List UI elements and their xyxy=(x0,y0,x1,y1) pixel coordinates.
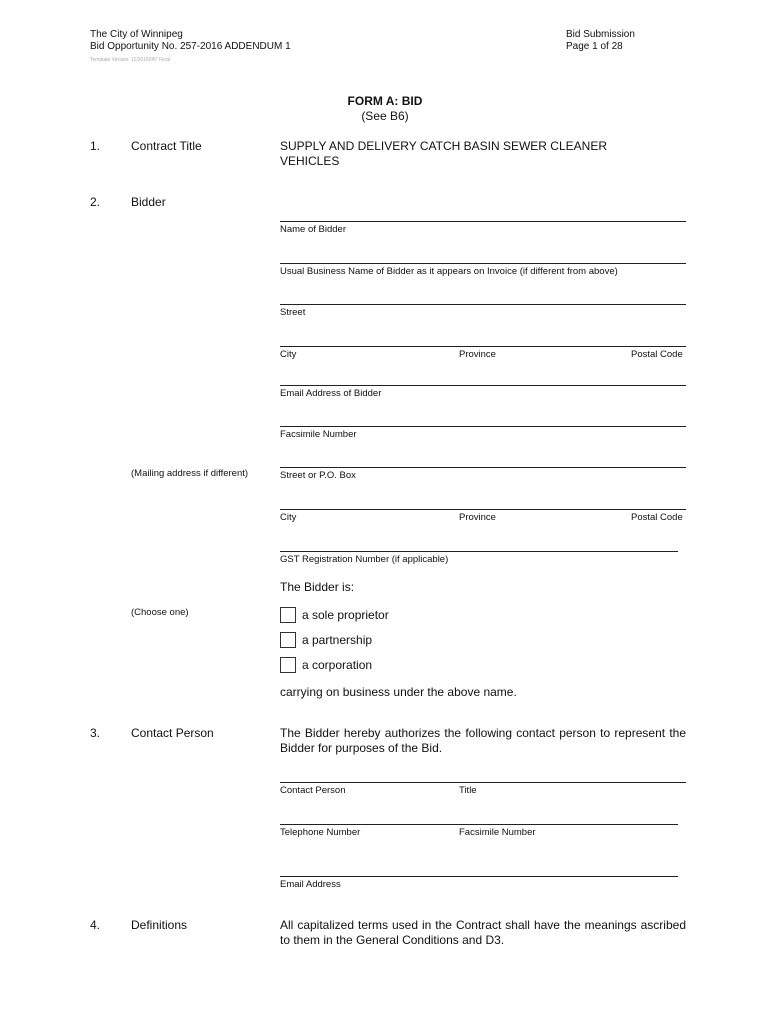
street-po-line[interactable] xyxy=(280,467,686,468)
contact-person-authorization-text: The Bidder hereby authorizes the following contact person to represent the Bidder for purposes of the Bid. xyxy=(280,726,686,755)
gst-caption: GST Registration Number (if applicable) xyxy=(280,554,449,565)
form-subtitle: (See B6) xyxy=(361,109,409,123)
section-2-label: Bidder xyxy=(131,195,166,209)
header-bid-submission: Bid Submission xyxy=(566,29,635,40)
title-caption: Title xyxy=(459,785,477,796)
partnership-label: a partnership xyxy=(302,633,373,647)
street-po-caption: Street or P.O. Box xyxy=(280,470,356,481)
postal-code2-caption: Postal Code xyxy=(631,512,683,523)
postal-code-caption: Postal Code xyxy=(631,349,683,360)
section-3-label: Contact Person xyxy=(131,726,214,740)
section-3-number: 3. xyxy=(90,726,101,740)
facsimile-line[interactable] xyxy=(280,426,686,427)
province-caption: Province xyxy=(459,349,496,360)
telephone-caption: Telephone Number xyxy=(280,827,361,838)
sole-proprietor-checkbox[interactable] xyxy=(280,607,296,623)
contact-email-caption: Email Address xyxy=(280,879,341,890)
header-bid-opportunity: Bid Opportunity No. 257-2016 ADDENDUM 1 xyxy=(90,41,291,52)
usual-business-name-caption: Usual Business Name of Bidder as it appears on Invoice (if different from above) xyxy=(280,266,618,277)
choose-one-note: (Choose one) xyxy=(131,607,189,618)
definitions-text: All capitalized terms used in the Contract shall have the meanings ascribed to them in the General Conditions and D3. xyxy=(280,918,686,947)
email-line[interactable] xyxy=(280,385,686,386)
gst-line[interactable] xyxy=(280,551,678,552)
contact-person-title-line[interactable] xyxy=(280,782,686,783)
form-title: FORM A: BID xyxy=(347,94,423,108)
header-page-number: Page 1 of 28 xyxy=(566,41,623,52)
city-caption: City xyxy=(280,349,297,360)
sole-proprietor-label: a sole proprietor xyxy=(302,608,389,622)
contact-email-line[interactable] xyxy=(280,876,678,877)
section-4-label: Definitions xyxy=(131,918,188,932)
usual-business-name-line[interactable] xyxy=(280,263,686,264)
contract-title-line1: SUPPLY AND DELIVERY CATCH BASIN SEWER CLEANER xyxy=(280,139,607,153)
facsimile-caption: Facsimile Number xyxy=(280,429,357,440)
street-line[interactable] xyxy=(280,304,686,305)
name-of-bidder-line[interactable] xyxy=(280,221,686,222)
city-province-postal-line[interactable] xyxy=(280,346,686,347)
contract-title-line2: VEHICLES xyxy=(280,154,340,168)
mailing-city-province-postal-line[interactable] xyxy=(280,509,686,510)
header-template-version: Template Version: 11/2016/06* Final xyxy=(90,57,170,63)
section-1-number: 1. xyxy=(90,139,101,153)
city2-caption: City xyxy=(280,512,297,523)
carrying-on-business-text: carrying on business under the above name. xyxy=(280,685,517,699)
contact-person-caption: Contact Person xyxy=(280,785,346,796)
mailing-address-note: (Mailing address if different) xyxy=(131,468,249,479)
street-caption: Street xyxy=(280,307,306,318)
province2-caption: Province xyxy=(459,512,496,523)
email-caption: Email Address of Bidder xyxy=(280,388,382,399)
header-org: The City of Winnipeg xyxy=(90,29,183,40)
corporation-label: a corporation xyxy=(302,658,373,672)
name-of-bidder-caption: Name of Bidder xyxy=(280,224,347,235)
telephone-facsimile-line[interactable] xyxy=(280,824,678,825)
section-2-number: 2. xyxy=(90,195,101,209)
bidder-is-text: The Bidder is: xyxy=(280,580,355,594)
partnership-checkbox[interactable] xyxy=(280,632,296,648)
contact-facsimile-caption: Facsimile Number xyxy=(459,827,536,838)
section-1-label: Contract Title xyxy=(131,139,202,153)
section-4-number: 4. xyxy=(90,918,101,932)
corporation-checkbox[interactable] xyxy=(280,657,296,673)
